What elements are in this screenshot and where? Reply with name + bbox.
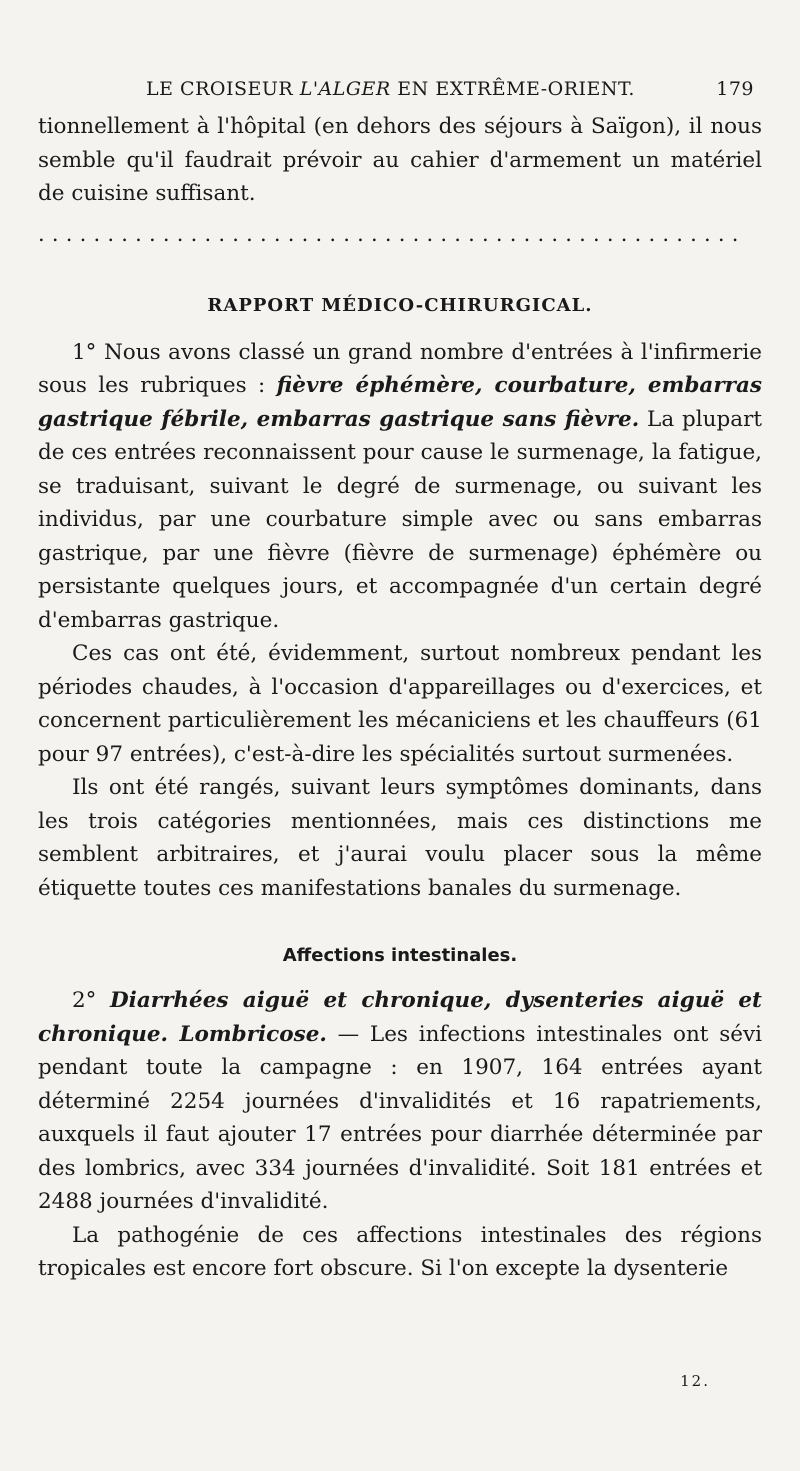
signature-mark: 12. xyxy=(680,1372,710,1390)
page-number: 179 xyxy=(716,78,754,100)
paragraph-3: Ils ont été rangés, suivant leurs symptômes dominants, dans les trois catégories mentionnées, mais ces distinctions me semblent arbitraires, et j'aurai voulu placer sous la même étiquette toutes ces manifestations banales du surmenage. xyxy=(38,775,762,901)
section-title: RAPPORT MÉDICO-CHIRURGICAL. xyxy=(207,294,593,316)
running-title: LE CROISEUR L'ALGER EN EXTRÊME-ORIENT. xyxy=(146,78,635,100)
paragraph-4: 2° Diarrhées aiguë et chronique, dysenteries aiguë et chronique. Lombricose. — Les infections intestinales ont sévi pendant toute la campagne : en 1907, 164 entrées ayant déterminé 2254 journées d'invalidités et 16 rapatriements, auxquels il faut ajouter 17 entrées pour diarrhée déterminée par des lombrics, avec 334 journées d'invalidité. Soit 181 entrées et 2488 journées d'invalidité. xyxy=(38,988,762,1214)
paragraph-1: 1° Nous avons classé un grand nombre d'entrées à l'infirmerie sous les rubriques : fièvre éphémère, courbature, embarras gastrique fébrile, embarras gastrique sans fièvre. La plupart de ces entrées reconnaissent pour cause le surmenage, la fatigue, se traduisant, suivant le degré de surmenage, ou suivant les individus, par une courbature simple avec ou sans embarras gastrique, par une fièvre (fièvre de surmenage) éphémère ou persistante quelques jours, et accompagnée d'un certain degré d'embarras gastrique. xyxy=(38,339,763,633)
paragraph-2: Ces cas ont été, évidemment, surtout nombreux pendant les périodes chaudes, à l'occasion d'appareillages ou d'exercices, et concernent particulièrement les mécaniciens et les chauffeurs (61 pour 97 entrées), c'est-à-dire les spécialités surtout surmenées. xyxy=(38,641,762,767)
book-page xyxy=(38,70,762,1286)
paragraph-5: La pathogénie de ces affections intestinales des régions tropicales est encore fort obscure. Si l'on excepte la dysenterie xyxy=(38,1222,762,1281)
paragraph-continuation: tionnellement à l'hôpital (en dehors des séjours à Saïgon), il nous semble qu'il faudrait prévoir au cahier d'armement un matériel de cuisine suffisant. xyxy=(38,114,762,206)
subsection-title: Affections intestinales. xyxy=(282,945,518,966)
ellipsis-separator: ................................................... xyxy=(38,221,746,246)
running-head xyxy=(38,70,762,110)
